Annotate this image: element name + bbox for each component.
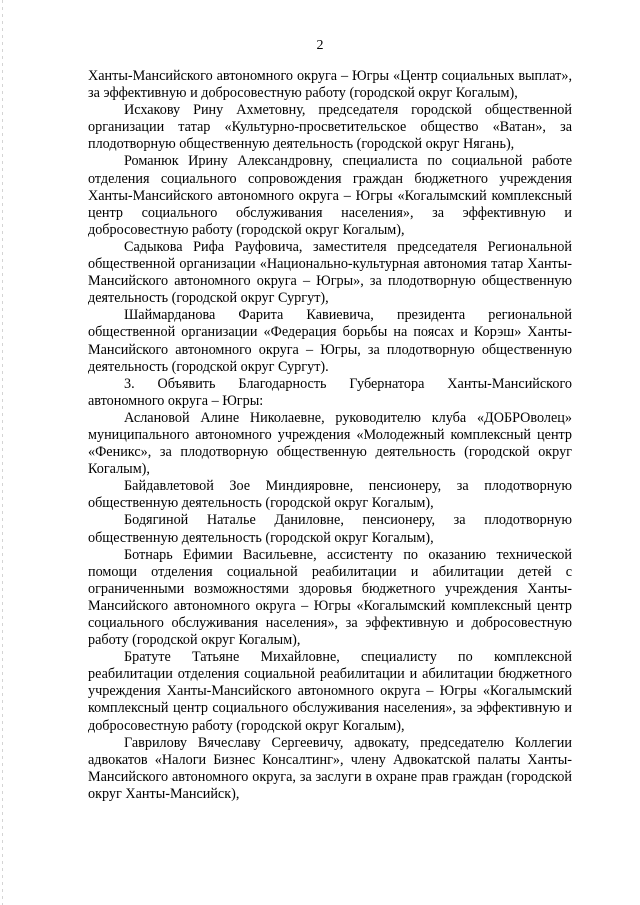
paragraph-sadykov: Садыкова Рифа Рауфовича, заместителя председателя Региональной общественной организации «Национально-культурная автономия татар Ханты-Мансийского автономного округа – Югры», за плодотворную общественную деятельность (городской округ Сургут), [88,238,572,307]
paragraph-botnar: Ботнарь Ефимии Васильевне, ассистенту по оказанию технической помощи отделения социальной реабилитации и абилитации детей с ограниченными возможностями здоровья бюджетного учреждения Ханты-Мансийского автономного округа – Югры «Когалымский комплексный центр социального обслуживания населения», за эффективную и добросовестную работу (городской округ Когалым), [88,546,572,649]
paragraph-section-3-heading: 3. Объявить Благодарность Губернатора Ханты-Мансийского автономного округа – Югры: [88,375,572,409]
page-number: 2 [316,38,324,53]
paragraph-shaymardanov: Шаймарданова Фарита Кавиевича, президента региональной общественной организации «Федерация борьбы на поясах и Корэш» Ханты-Мансийского автономного округа – Югры, за плодотворную общественную деятельность (городской округ Сургут). [88,307,572,375]
document-body [88,68,572,803]
paragraph-aslanova: Аслановой Алине Николаевне, руководителю клуба «ДОБРОволец» муниципального автономного учреждения «Молодежный комплексный центр «Феникс», за плодотворную общественную деятельность (городской округ Когалым), [88,409,572,478]
paragraph-bodyagina: Бодягиной Наталье Даниловне, пенсионеру, за плодотворную общественную деятельность (городской округ Когалым), [88,512,572,546]
paragraph-ishakova: Исхакову Рину Ахметовну, председателя городской общественной организации татар «Культурно-просветительское общество «Ватан», за плодотворную общественную деятельность (городской округ Нягань), [88,102,572,153]
paragraph-baydavletova: Байдавлетовой Зое Миндияровне, пенсионеру, за плодотворную общественную деятельность (городской округ Когалым), [88,478,572,512]
paragraph-gavrilov: Гаврилову Вячеславу Сергеевичу, адвокату, председателю Коллегии адвокатов «Налоги Бизнес Консалтинг», члену Адвокатской палаты Ханты-Мансийского автономного округа, за заслуги в охране прав граждан (городской округ Ханты-Мансийск), [88,734,572,802]
paragraph-continuation: Ханты-Мансийского автономного округа – Югры «Центр социальных выплат», за эффективную и добросовестную работу (городской округ Когалым), [88,68,572,102]
paragraph-bratute: Братуте Татьяне Михайловне, специалисту по комплексной реабилитации отделения социальной реабилитации и абилитации бюджетного учреждения Ханты-Мансийского автономного округа – Югры «Когалымский комплексный центр социального обслуживания населения», за эффективную и добросовестную работу (городской округ Когалым), [88,649,572,734]
paragraph-romanyuk: Романюк Ирину Александровну, специалиста по социальной работе отделения социального сопровождения граждан бюджетного учреждения Ханты-Мансийского автономного округа – Югры «Когалымский комплексный центр социального обслуживания населения», за эффективную и добросовестную работу (городской округ Когалым), [88,153,572,238]
scan-edge [2,0,3,905]
